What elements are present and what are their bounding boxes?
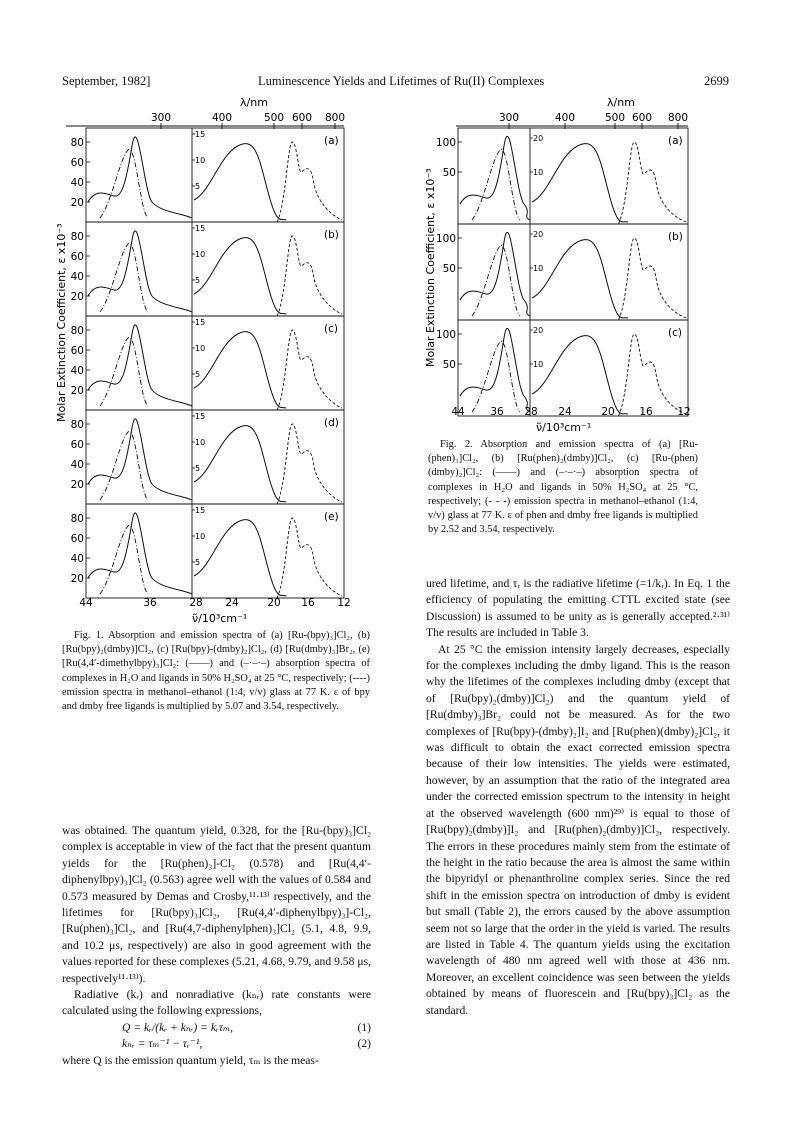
y-tick-label: 60 <box>70 345 84 357</box>
y-tick-label: 10 <box>533 168 544 177</box>
fig1-top-tick: 500 <box>263 112 285 124</box>
equation-2-text: kₙᵣ = τₘ⁻¹ − τᵣ⁻¹, <box>122 1037 203 1051</box>
y-tick-label: 40 <box>70 365 84 377</box>
page-number: 2699 <box>704 74 729 88</box>
y-tick-label: 40 <box>70 459 84 471</box>
absorption-curve <box>460 136 530 220</box>
left-text-column <box>62 823 371 1069</box>
figure-2 <box>420 92 720 436</box>
y-tick-label: 100 <box>435 137 456 149</box>
fig2-x-tick: 36 <box>490 406 504 418</box>
running-header-title: Luminescence Yields and Lifetimes of Ru(II) Complexes <box>258 74 545 88</box>
y-tick-label: 40 <box>70 271 84 283</box>
y-tick-label: 80 <box>70 231 84 243</box>
fig2-x-tick: 28 <box>524 406 538 418</box>
y-tick-label: 80 <box>70 513 84 525</box>
fig1-top-tick: 400 <box>211 112 233 124</box>
absorption-curve <box>88 231 192 312</box>
y-tick-label: 5 <box>195 370 201 379</box>
y-tick-label: 60 <box>70 533 84 545</box>
y-tick-label: 100 <box>435 329 456 341</box>
panel-label: (a) <box>324 135 339 147</box>
emission-curve <box>277 424 342 504</box>
panel-label: (d) <box>324 417 339 429</box>
fig1-x-tick: 16 <box>301 597 315 609</box>
y-tick-label: 50 <box>442 167 456 179</box>
paragraph: At 25 °C the emission intensity largely decreases, especially for the complexes including the dmby ligand. This is the reason why the lifetimes of the complexes including dmby (except that of [Ru(bpy)₂(dmby)]Cl₂) and the quantum yield of [Ru(dmby)₃]Br₂ could not be measured. As for the two complexes of [Ru(bpy)-(dmby)₂]I₂ and [Ru(phen)(dmby)₂]Cl₂, it was difficult to obtain the exact corrected emission spectra because of their low intensities. The yields were estimated, however, by an assumption that the ratio of the integrated area under the corrected emission spectrum to the intensity in height at the observed wavelength (600 nm)²⁹⁾ is equal to those of [Ru(bpy)₂(dmby)]I₂ and [Ru(phen)₂(dmby)]Cl₂, respectively. The errors in these procedures mainly stem from the estimate of the height in the ratio because the area is almost the same within the bipyridyl or phenanthroline complex series. Since the red shift in the emission spectra on introduction of dmby is evident but small (Table 2), the errors caused by the above assumption seem not so large that the order in the yield is varied. The results are listed in Table 4. The quantum yields using the excitation wavelength of 480 nm agreed well with those at 436 nm. Moreover, an excellent coincidence was seen between the yields obtained by means of fluorescein and [Ru(bpy)₃]Cl₂ as the standard. <box>426 642 730 1017</box>
fig2-x-tick: 12 <box>677 406 691 418</box>
fig2-y-axis-label: Molar Extinction Coefficient, ε x10⁻³ <box>424 168 437 367</box>
absorption-curve <box>88 419 192 500</box>
y-tick-label: 20 <box>70 197 84 209</box>
panel-label: (b) <box>668 231 683 243</box>
paragraph: was obtained. The quantum yield, 0.328, for the [Ru-(bpy)₃]Cl₂ complex is acceptable in view of the fact that the present quantum yields for the [Ru(phen)₃]-Cl₂ (0.578) and [Ru(4,4′-diphenylbpy)₃]Cl₂ (0.563) agree well with the values of 0.584 and 0.573 measured by Demas and Crosby,¹¹·¹³⁾ respectively, and the lifetimes for [Ru(bpy)₃]Cl₂, [Ru(4,4′-diphenylbpy)₃]-Cl₂, [Ru(phen)₃]Cl₂, and [Ru(4,7-diphenylphen)₃]Cl₂ (5.1, 4.8, 9.9, and 10.2 μs, respectively) are also in good agreement with the values reported for these complexes (5.21, 4.68, 9.79, and 9.58 μs, respectively¹¹·¹³⁾). <box>62 824 371 985</box>
emission-curve <box>277 142 342 222</box>
fig2-x-axis-label: ν̃/10³cm⁻¹ <box>536 421 592 434</box>
paragraph: where Q is the emission quantum yield, τₘ is the meas- <box>62 1053 319 1067</box>
spectrum-panel <box>435 320 691 418</box>
emission-curve <box>618 334 686 416</box>
panel-label: (a) <box>668 135 683 147</box>
figure-1-caption <box>62 629 370 714</box>
y-tick-label: 60 <box>70 157 84 169</box>
spectrum-panel <box>436 128 688 224</box>
spectrum-panel <box>71 316 344 410</box>
y-tick-label: 5 <box>195 182 201 191</box>
fig2-x-tick: 20 <box>601 406 615 418</box>
y-tick-label: 15 <box>195 130 206 139</box>
fig2-top-tick: 400 <box>554 112 576 124</box>
mlct-absorption-curve <box>532 240 628 318</box>
y-tick-label: 10 <box>195 344 206 353</box>
equation-1-text: Q = kᵣ/(kᵣ + kₙᵣ) = kᵣτₘ, <box>122 1020 234 1034</box>
fig2-panels <box>435 128 691 418</box>
fig1-x-axis-label: ν̃/10³cm⁻¹ <box>192 612 248 625</box>
fig1-top-tick: 600 <box>291 112 313 124</box>
spectrum-panel <box>71 410 344 504</box>
figure-2-caption-text: Fig. 2. Absorption and emission spectra of (a) [Ru-(phen)₃]Cl₂, (b) [Ru(phen)₂(dmby)]Cl₂, (c) [Ru-(phen)(dmby)₂]Cl₂: (——) and (–·–·–) absorption spectra of complexes in H₂O and ligands in 50% H₂SO₄ at 25 °C, respectively; (- - -) emission spectra in methanol–ethanol (1:4, v/v) glass at 77 K. ε of phen and dmby free ligands is multiplied by 2.52 and 3.54, respectively. <box>428 439 698 536</box>
fig2-x-tick: 24 <box>558 406 572 418</box>
y-tick-label: 10 <box>533 360 544 369</box>
fig1-x-tick: 44 <box>79 597 93 609</box>
fig2-top-axis-label: λ/nm <box>607 96 635 109</box>
y-tick-label: 20 <box>70 479 84 491</box>
mlct-absorption-curve <box>194 238 286 314</box>
equation-2-number: (2) <box>357 1037 371 1051</box>
fig1-top-axis-label: λ/nm <box>240 96 268 109</box>
panel-label: (b) <box>324 229 339 241</box>
y-tick-label: 60 <box>70 251 84 263</box>
y-tick-label: 10 <box>195 156 206 165</box>
fig2-x-tick: 44 <box>451 406 465 418</box>
y-tick-label: 5 <box>195 558 201 567</box>
absorption-curve <box>88 137 192 218</box>
y-tick-label: 20 <box>533 230 544 239</box>
fig1-x-tick: 36 <box>143 597 157 609</box>
fig1-x-tick: 28 <box>189 597 203 609</box>
equation-1 <box>62 1020 371 1036</box>
y-tick-label: 20 <box>533 326 544 335</box>
y-tick-label: 20 <box>70 385 84 397</box>
y-tick-label: 80 <box>70 137 84 149</box>
y-tick-label: 60 <box>70 439 84 451</box>
fig1-top-tick: 800 <box>324 112 346 124</box>
figure-1-caption-text: Fig. 1. Absorption and emission spectra of (a) [Ru-(bpy)₃]Cl₂, (b) [Ru(bpy)₂(dmby)]Cl₂, (c) [Ru(bpy)-(dmby)₂]Cl₂, (d) [Ru(dmby)₃]Br₂, (e) [Ru(4,4′-dimethylbpy)₃]Cl₂: (——) and (–·–·–) absorption spectra of complexes in H₂O and ligands in 50% H₂SO₄ at 25 °C, respectively; (----) emission spectra in methanol–ethanol (1:4, v/v) glass at 77 K. ε of bpy and dmby free ligands is multiplied by 5.07 and 3.54, respectively. <box>62 630 370 713</box>
fig2-top-tick: 600 <box>631 112 653 124</box>
emission-curve <box>618 142 686 224</box>
y-tick-label: 15 <box>195 224 206 233</box>
absorption-curve <box>88 325 192 406</box>
emission-curve <box>277 330 342 410</box>
y-tick-label: 80 <box>70 325 84 337</box>
y-tick-label: 15 <box>195 412 206 421</box>
fig2-top-tick: 300 <box>498 112 520 124</box>
y-tick-label: 80 <box>70 419 84 431</box>
y-tick-label: 50 <box>442 359 456 371</box>
panel-label: (e) <box>324 511 339 523</box>
mlct-absorption-curve <box>194 332 286 408</box>
y-tick-label: 40 <box>70 553 84 565</box>
y-tick-label: 10 <box>533 264 544 273</box>
panel-label: (c) <box>324 323 338 335</box>
y-tick-label: 5 <box>195 464 201 473</box>
y-tick-label: 50 <box>442 263 456 275</box>
mlct-absorption-curve <box>194 144 286 220</box>
y-tick-label: 40 <box>70 177 84 189</box>
emission-curve <box>277 236 342 316</box>
y-tick-label: 20 <box>533 134 544 143</box>
y-tick-label: 20 <box>70 573 84 585</box>
paragraph: Radiative (kᵣ) and nonradiative (kₙᵣ) rate constants were calculated using the following expressions, <box>62 988 371 1018</box>
emission-curve <box>618 238 686 320</box>
y-tick-label: 20 <box>70 291 84 303</box>
right-text-column <box>426 576 730 1019</box>
y-tick-label: 10 <box>195 532 206 541</box>
mlct-absorption-curve <box>194 520 286 596</box>
fig1-top-tick: 300 <box>150 112 172 124</box>
spectrum-panel <box>436 224 688 320</box>
fig2-x-tick: 16 <box>639 406 653 418</box>
figure-1 <box>52 92 362 637</box>
fig1-y-axis-label: Molar Extinction Coefficient, ε x10⁻³ <box>55 223 68 422</box>
y-tick-label: 10 <box>195 250 206 259</box>
equation-2 <box>62 1036 371 1052</box>
absorption-curve <box>88 513 192 594</box>
y-tick-label: 10 <box>195 438 206 447</box>
mlct-absorption-curve <box>532 144 628 222</box>
panel-label: (c) <box>668 327 682 339</box>
fig2-top-tick: 500 <box>604 112 626 124</box>
mlct-absorption-curve <box>532 336 628 414</box>
mlct-absorption-curve <box>194 426 286 502</box>
y-tick-label: 5 <box>195 276 201 285</box>
fig1-x-tick: 20 <box>267 597 281 609</box>
fig2-top-tick: 800 <box>667 112 689 124</box>
absorption-curve <box>460 232 530 316</box>
figure-2-caption <box>428 438 698 537</box>
absorption-curve <box>460 328 530 412</box>
paragraph: ured lifetime, and τᵣ is the radiative lifetime (=1/kᵣ). In Eq. 1 the efficiency of populating the emitting CTTL excited state (see Discussion) is assumed to be unity as is generally accepted.²·³¹⁾ The results are included in Table 3. <box>426 577 730 640</box>
running-header-date: September, 1982] <box>62 74 151 88</box>
equation-1-number: (1) <box>357 1020 371 1034</box>
emission-curve <box>277 518 342 598</box>
spectrum-panel <box>71 504 344 598</box>
spectrum-panel <box>71 128 344 222</box>
fig1-x-tick: 24 <box>225 597 239 609</box>
spectrum-panel <box>71 222 344 316</box>
y-tick-label: 15 <box>195 506 206 515</box>
fig1-x-tick: 12 <box>337 597 351 609</box>
y-tick-label: 15 <box>195 318 206 327</box>
fig1-panels <box>71 128 344 598</box>
y-tick-label: 100 <box>435 233 456 245</box>
